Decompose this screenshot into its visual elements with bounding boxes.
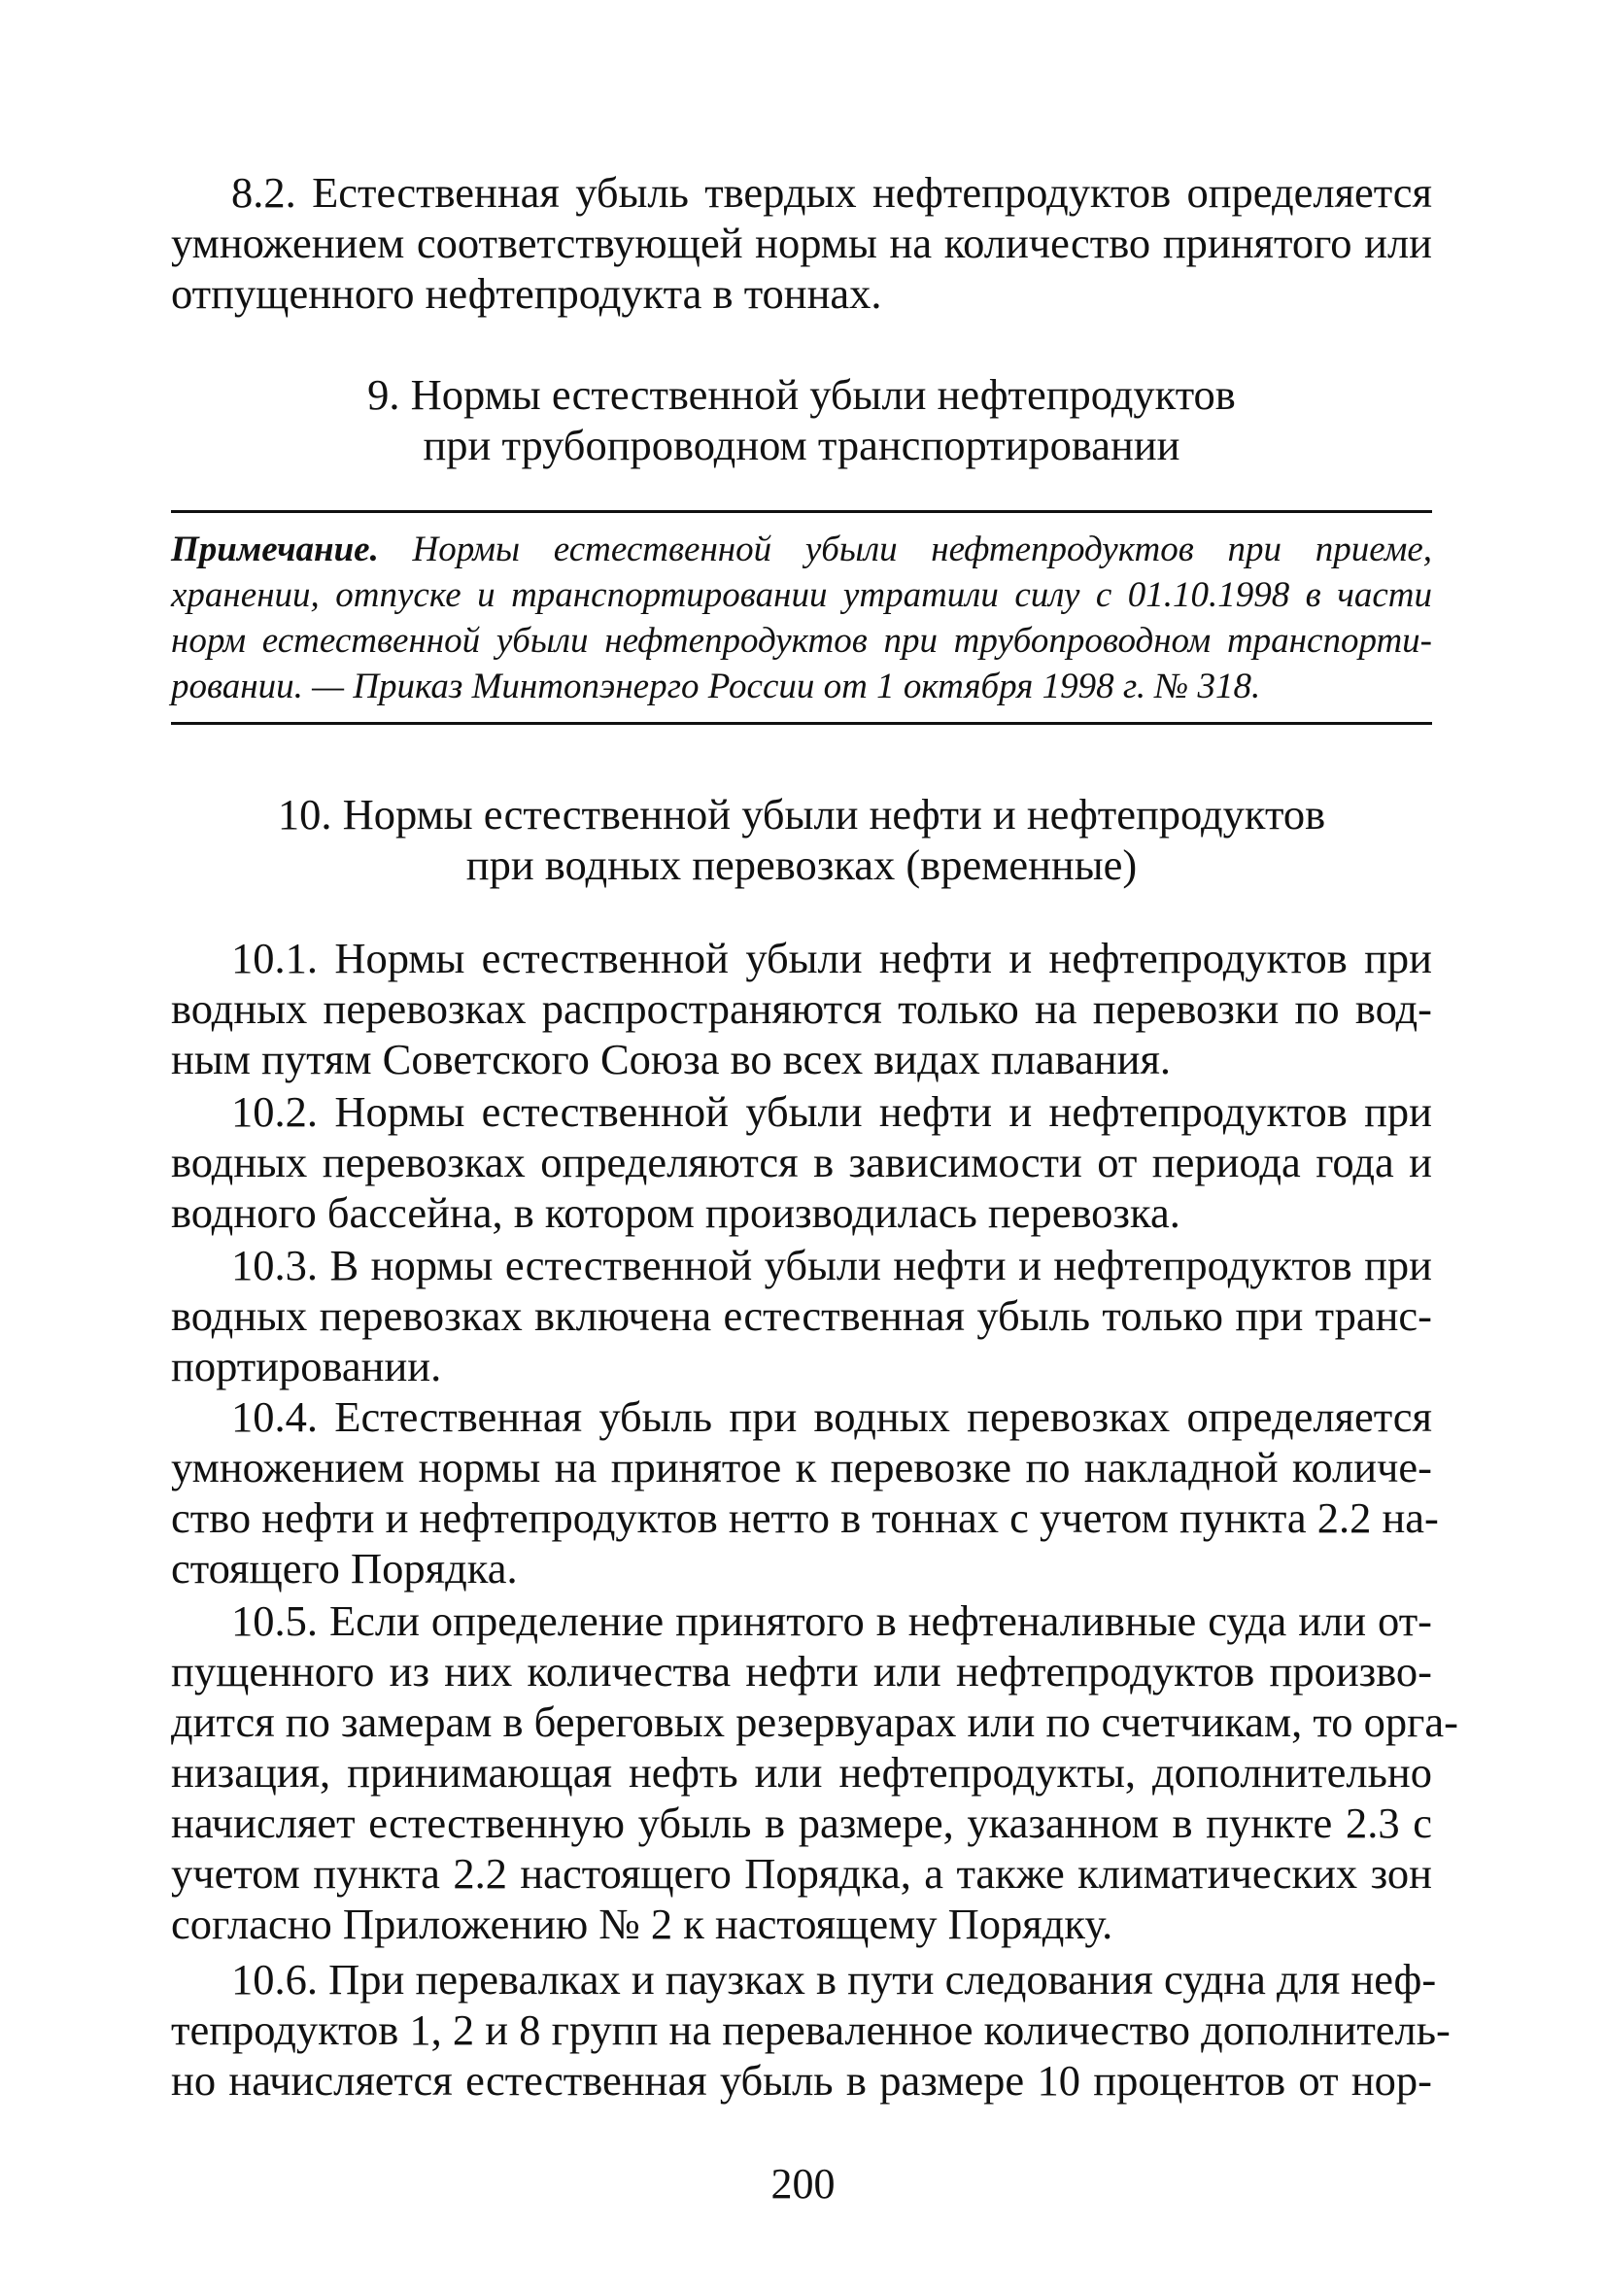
heading-line: 9. Нормы естественной убыли нефтепродуктов	[367, 370, 1236, 419]
paragraph-line: 10.3. В нормы естественной убыли нефти и нефтепродуктов при	[231, 1241, 1432, 1289]
paragraph-line: водных перевозках распространяются только на перевозки по вод-	[171, 984, 1432, 1033]
note-line: ровании. — Приказ Минтопэнерго России от 1 октября 1998 г. № 318.	[171, 667, 1261, 706]
paragraph-line: отпущенного нефтепродукта в тоннах.	[171, 269, 882, 318]
paragraph-line: ство нефти и нефтепродуктов нетто в тоннах с учетом пункта 2.2 на-	[171, 1493, 1439, 1542]
paragraph-10-5	[171, 1595, 1458, 1949]
paragraph-line: начисляет естественную убыль в размере, указанном в пункте 2.3 с	[171, 1799, 1432, 1847]
paragraph-line: согласно Приложению № 2 к настоящему Порядку.	[171, 1900, 1113, 1948]
paragraph-line: 10.5. Если определение принятого в нефтеналивные суда или от-	[231, 1596, 1432, 1645]
note-line	[171, 527, 1432, 572]
paragraph-line: водных перевозках включена естественная убыль только при транс-	[171, 1291, 1432, 1340]
paragraph-line: учетом пункта 2.2 настоящего Порядка, а также климатических зон	[171, 1849, 1432, 1898]
paragraph-line: 10.2. Нормы естественной убыли нефти и нефтепродуктов при	[231, 1087, 1432, 1136]
note-text: Нормы естественной убыли нефтепродуктов при приеме,	[378, 530, 1432, 569]
paragraph-line: 10.4. Естественная убыль при водных перевозках определяется	[231, 1392, 1432, 1441]
paragraph-line: низация, принимающая нефть или нефтепродукты, дополнительно	[171, 1748, 1432, 1797]
paragraph-line: пущенного из них количества нефти или нефтепродуктов произво-	[171, 1647, 1432, 1696]
note-top-rule	[171, 510, 1432, 513]
paragraph-10-3	[171, 1240, 1432, 1391]
note-line: норм естественной убыли нефтепродуктов при трубопроводном транспорти-	[171, 621, 1432, 661]
paragraph-line: умножением соответствующей нормы на количество принятого или	[171, 219, 1432, 267]
paragraph-10-6	[171, 1954, 1451, 2106]
paragraph-line: 10.6. При перевалках и паузках в пути следования судна для неф-	[231, 1955, 1437, 2004]
paragraph-line: но начисляется естественная убыль в размере 10 процентов от нор-	[171, 2056, 1432, 2105]
paragraph-10-1	[171, 933, 1432, 1084]
note-label: Примечание.	[171, 530, 379, 569]
paragraph-line: умножением нормы на принятое к перевозке по накладной количе-	[171, 1443, 1432, 1491]
paragraph-line: водного бассейна, в котором производилась перевозка.	[171, 1188, 1180, 1237]
paragraph-line: стоящего Порядка.	[171, 1544, 518, 1593]
paragraph-line: тепродуктов 1, 2 и 8 групп на переваленное количество дополнитель-	[171, 2005, 1451, 2054]
heading-line: 10. Нормы естественной убыли нефти и нефтепродуктов	[277, 790, 1326, 839]
heading-line: при водных перевозках (временные)	[465, 840, 1138, 889]
paragraph-8-2	[171, 167, 1432, 319]
heading-line: при трубопроводном транспортировании	[423, 421, 1180, 469]
section-10-heading	[171, 789, 1432, 890]
paragraph-line: дится по замерам в береговых резервуарах или по счетчикам, то орга-	[171, 1697, 1458, 1746]
page-number: 200	[770, 2160, 836, 2208]
paragraph-line: 10.1. Нормы естественной убыли нефти и нефтепродуктов при	[231, 934, 1432, 982]
paragraph-10-2	[171, 1086, 1432, 1238]
paragraph-line: ным путям Советского Союза во всех видах плавания.	[171, 1035, 1172, 1083]
paragraph-10-4	[171, 1391, 1439, 1593]
paragraph-line: 8.2. Естественная убыль твердых нефтепродуктов определяется	[231, 168, 1432, 217]
paragraph-line: портировании.	[171, 1342, 442, 1390]
note-line: хранении, отпуске и транспортировании утратили силу с 01.10.1998 в части	[171, 575, 1432, 615]
note-block	[171, 527, 1432, 709]
paragraph-line: водных перевозках определяются в зависимости от периода года и	[171, 1138, 1432, 1186]
section-9-heading	[171, 369, 1432, 470]
note-bottom-rule	[171, 722, 1432, 725]
